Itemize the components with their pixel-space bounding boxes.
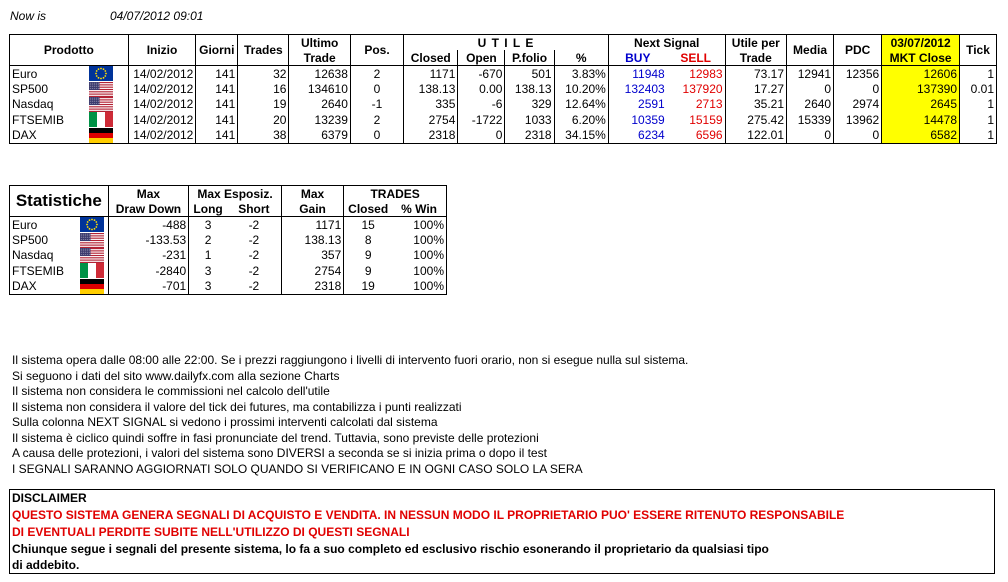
cell-pct: 10.20% xyxy=(554,81,608,96)
cell-closed: 19 xyxy=(344,278,392,294)
cell-closed: 2754 xyxy=(404,112,458,127)
now-label: Now is xyxy=(10,9,47,23)
table-row xyxy=(10,232,447,247)
table-row xyxy=(10,127,997,143)
col-prodotto: Prodotto xyxy=(10,35,129,66)
cell-tick: 0.01 xyxy=(960,81,997,96)
cell-inizio: 14/02/2012 xyxy=(128,97,196,112)
cell-sell: 15159 xyxy=(667,112,725,127)
col-mkt-close: MKT Close xyxy=(882,50,960,66)
col-max-dd: Max xyxy=(108,186,189,202)
cell-media: 12941 xyxy=(787,66,834,82)
product-name: DAX xyxy=(10,278,76,294)
col-utile: U T I L E xyxy=(404,35,609,51)
table-row xyxy=(10,66,997,82)
it-flag-icon xyxy=(75,112,128,127)
cell-utile-trade: 17.27 xyxy=(725,81,786,96)
col-buy: BUY xyxy=(608,50,666,66)
cell-closed: 335 xyxy=(404,97,458,112)
note-line: Il sistema opera dalle 08:00 alle 22:00. Se i prezzi raggiungono i livelli di intervento fuori orario, non si esegue nulla sul sistema. xyxy=(12,353,689,367)
cell-trades: 19 xyxy=(238,97,289,112)
cell-pfolio: 501 xyxy=(505,66,554,82)
col-giorni: Giorni xyxy=(196,35,238,66)
col-utile-per: Utile per xyxy=(725,35,786,51)
cell-open: 0.00 xyxy=(458,81,505,96)
cell-draw-down: -231 xyxy=(108,248,189,263)
note-line: I SEGNALI SARANNO AGGIORNATI SOLO QUANDO SI VERIFICANO E IN OGNI CASO SOLO LA SERA xyxy=(12,461,583,476)
note-line: A causa delle protezioni, i valori del sistema sono DIVERSI a seconda se si inizia prima o dopo il test xyxy=(12,446,547,460)
col-draw-down: Draw Down xyxy=(108,201,189,217)
table-row xyxy=(10,112,997,127)
disclaimer-box xyxy=(9,489,995,574)
cell-mkt-close: 14478 xyxy=(882,112,960,127)
cell-inizio: 14/02/2012 xyxy=(128,66,196,82)
col-max-esp: Max Esposiz. xyxy=(189,186,282,202)
cell-win: 100% xyxy=(392,217,446,233)
cell-pdc: 12356 xyxy=(834,66,882,82)
cell-utile-trade: 122.01 xyxy=(725,127,786,143)
cell-closed: 15 xyxy=(361,217,375,232)
col-trades-group: TRADES xyxy=(344,186,447,202)
cell-giorni: 141 xyxy=(196,66,238,82)
cell-gain: 2754 xyxy=(281,263,343,278)
cell-closed: 9 xyxy=(364,248,372,263)
product-name: FTSEMIB xyxy=(10,263,76,278)
note-line: Sulla colonna NEXT SIGNAL si vedono i prossimi interventi calcolati dal sistema xyxy=(12,415,438,429)
cell-mkt-close: 12606 xyxy=(882,66,960,82)
cell-media: 0 xyxy=(787,81,834,96)
cell-pfolio: 138.13 xyxy=(505,81,554,96)
cell-trades: 38 xyxy=(238,127,289,143)
col-pdc: PDC xyxy=(834,35,882,66)
cell-pct: 3.83% xyxy=(554,66,608,82)
cell-draw-down: -2840 xyxy=(108,263,189,278)
cell-pct: 6.20% xyxy=(554,112,608,127)
cell-utile-trade: 35.21 xyxy=(725,97,786,112)
cell-inizio: 14/02/2012 xyxy=(128,127,196,143)
us-flag-icon xyxy=(75,97,128,112)
product-name: SP500 xyxy=(10,232,76,247)
cell-inizio: 14/02/2012 xyxy=(128,112,196,127)
cell-tick: 1 xyxy=(960,127,997,143)
col-short: Short xyxy=(227,201,281,217)
cell-pdc: 0 xyxy=(834,127,882,143)
note-line: Il sistema non considera le commissioni nel calcolo dell'utile xyxy=(12,384,330,398)
cell-trades: 16 xyxy=(238,81,289,96)
cell-ultimo: 2640 xyxy=(289,97,350,112)
cell-long: 2 xyxy=(204,232,212,247)
cell-ultimo: 13239 xyxy=(289,112,350,127)
cell-open: -1722 xyxy=(458,112,505,127)
col-max-gain: Max xyxy=(281,186,343,202)
cell-utile-trade: 73.17 xyxy=(725,66,786,82)
cell-pdc: 2974 xyxy=(834,97,882,112)
now-datetime: 04/07/2012 09:01 xyxy=(110,9,204,23)
cell-open: 0 xyxy=(458,127,505,143)
cell-gain: 138.13 xyxy=(281,232,343,247)
cell-mkt-close: 6582 xyxy=(882,127,960,143)
disclaimer-text-2: di addebito. xyxy=(12,558,80,572)
cell-closed: 1171 xyxy=(404,66,458,82)
disclaimer-title: DISCLAIMER xyxy=(12,491,87,505)
cell-closed: 8 xyxy=(364,232,372,247)
table-row xyxy=(10,81,997,96)
us-flag-icon xyxy=(75,81,128,96)
cell-pct: 34.15% xyxy=(554,127,608,143)
table-row xyxy=(10,97,997,112)
cell-tick: 1 xyxy=(960,97,997,112)
cell-mkt-close: 2645 xyxy=(882,97,960,112)
product-name: Euro xyxy=(10,217,76,233)
cell-closed: 2318 xyxy=(404,127,458,143)
cell-sell: 12983 xyxy=(667,66,725,82)
note-line: Il sistema è ciclico quindi soffre in fasi pronunciate del trend. Tuttavia, sono previste delle protezioni xyxy=(12,430,539,445)
note-line: Si seguono i dati del sito www.dailyfx.com alla sezione Charts xyxy=(12,368,340,383)
product-name: Nasdaq xyxy=(10,97,76,112)
col-long: Long xyxy=(189,201,227,217)
stats-table xyxy=(9,185,447,295)
cell-giorni: 141 xyxy=(196,97,238,112)
cell-short: -2 xyxy=(227,278,281,294)
cell-gain: 357 xyxy=(281,248,343,263)
col-sell: SELL xyxy=(667,50,725,66)
cell-closed: 138.13 xyxy=(404,81,458,96)
col-tick: Tick xyxy=(960,35,997,66)
cell-tick: 1 xyxy=(960,66,997,82)
cell-draw-down: -133.53 xyxy=(108,232,189,247)
product-name: Nasdaq xyxy=(10,248,76,263)
cell-short: -2 xyxy=(227,232,281,247)
cell-ultimo: 6379 xyxy=(289,127,350,143)
cell-long: 3 xyxy=(189,278,227,294)
product-name: FTSEMIB xyxy=(10,112,76,127)
cell-media: 0 xyxy=(787,127,834,143)
col-ultimo: Ultimo xyxy=(289,35,350,51)
cell-ultimo: 12638 xyxy=(289,66,350,82)
cell-win: 100% xyxy=(392,278,446,294)
cell-open: -6 xyxy=(458,97,505,112)
cell-closed: 9 xyxy=(364,263,372,278)
col-next-signal: Next Signal xyxy=(608,35,725,51)
cell-short: -2 xyxy=(227,248,281,263)
col-utile-trade: Trade xyxy=(725,50,786,66)
product-name: DAX xyxy=(10,127,76,143)
cell-long: 3 xyxy=(204,263,212,278)
cell-pfolio: 1033 xyxy=(505,112,554,127)
cell-pos: 2 xyxy=(350,66,403,82)
col-closed: Closed xyxy=(404,50,458,66)
cell-gain: 2318 xyxy=(281,278,343,294)
cell-short: -2 xyxy=(227,263,281,278)
col-trades: Trades xyxy=(238,35,289,66)
cell-pos: 2 xyxy=(350,112,403,127)
cell-giorni: 141 xyxy=(196,112,238,127)
cell-mkt-close: 137390 xyxy=(882,81,960,96)
col-pos: Pos. xyxy=(350,35,403,66)
col-gain: Gain xyxy=(281,201,343,217)
cell-win: 100% xyxy=(392,232,446,247)
header xyxy=(10,9,203,23)
cell-media: 2640 xyxy=(787,97,834,112)
cell-draw-down: -488 xyxy=(108,217,189,233)
notes xyxy=(12,353,688,477)
table-row xyxy=(10,263,447,278)
main-table xyxy=(9,34,997,144)
it-flag-icon xyxy=(76,263,108,278)
cell-draw-down: -701 xyxy=(108,278,189,294)
cell-buy: 11948 xyxy=(632,66,665,81)
col-pct: % xyxy=(554,50,608,66)
cell-trades: 32 xyxy=(238,66,289,82)
product-name: SP500 xyxy=(10,81,76,96)
col-media: Media xyxy=(787,35,834,66)
eu-flag-icon xyxy=(75,66,128,82)
eu-flag-icon xyxy=(76,217,108,233)
table-row xyxy=(10,248,447,263)
cell-trades: 20 xyxy=(238,112,289,127)
col-stats-closed: Closed xyxy=(344,201,392,217)
cell-pct: 12.64% xyxy=(554,97,608,112)
note-line: Il sistema non considera il valore del tick dei futures, ma contabilizza i punti realizzati xyxy=(12,399,462,414)
cell-buy: 132403 xyxy=(624,81,665,96)
cell-pos: 0 xyxy=(350,81,403,96)
col-inizio: Inizio xyxy=(128,35,196,66)
cell-buy: 6234 xyxy=(608,127,666,143)
cell-inizio: 14/02/2012 xyxy=(128,81,196,96)
col-mkt-date: 03/07/2012 xyxy=(882,35,960,51)
cell-sell: 6596 xyxy=(667,127,725,143)
cell-ultimo: 134610 xyxy=(289,81,350,96)
cell-pos: -1 xyxy=(350,97,403,112)
disclaimer-text-1: Chiunque segue i segnali del presente sistema, lo fa a suo completo ed esclusivo rischio esonerando il proprietario da qualsiasi tipo xyxy=(12,542,769,556)
col-open: Open xyxy=(458,50,505,66)
cell-utile-trade: 275.42 xyxy=(725,112,786,127)
cell-sell: 137920 xyxy=(667,81,725,96)
cell-pdc: 0 xyxy=(834,81,882,96)
table-row xyxy=(10,217,447,233)
col-win: % Win xyxy=(392,201,446,217)
us-flag-icon xyxy=(76,248,108,263)
de-flag-icon xyxy=(76,278,108,294)
product-name: Euro xyxy=(10,66,76,82)
cell-pfolio: 2318 xyxy=(505,127,554,143)
cell-media: 15339 xyxy=(787,112,834,127)
cell-long: 1 xyxy=(204,248,212,263)
cell-short: -2 xyxy=(227,217,281,233)
cell-pfolio: 329 xyxy=(505,97,554,112)
cell-gain: 1171 xyxy=(281,217,343,233)
cell-long: 3 xyxy=(204,217,212,232)
us-flag-icon xyxy=(76,232,108,247)
cell-open: -670 xyxy=(458,66,505,82)
disclaimer-warning-1: QUESTO SISTEMA GENERA SEGNALI DI ACQUISTO E VENDITA. IN NESSUN MODO IL PROPRIETARIO PUO' ESSERE RITENUTO RESPONSABILE xyxy=(12,508,845,522)
disclaimer-warning-2: DI EVENTUALI PERDITE SUBITE NELL'UTILIZZO DI QUESTI SEGNALI xyxy=(12,525,410,539)
cell-buy: 10359 xyxy=(631,112,665,127)
cell-giorni: 141 xyxy=(196,127,238,143)
table-row xyxy=(10,278,447,294)
cell-win: 100% xyxy=(392,248,446,263)
stats-title: Statistiche xyxy=(10,186,109,217)
col-ultimo-trade: Trade xyxy=(289,50,350,66)
cell-pdc: 13962 xyxy=(834,112,882,127)
cell-giorni: 141 xyxy=(196,81,238,96)
cell-buy: 2591 xyxy=(638,97,665,112)
cell-win: 100% xyxy=(392,263,446,278)
cell-sell: 2713 xyxy=(667,97,725,112)
de-flag-icon xyxy=(75,127,128,143)
col-pfolio: P.folio xyxy=(505,50,554,66)
cell-pos: 0 xyxy=(350,127,403,143)
cell-tick: 1 xyxy=(960,112,997,127)
